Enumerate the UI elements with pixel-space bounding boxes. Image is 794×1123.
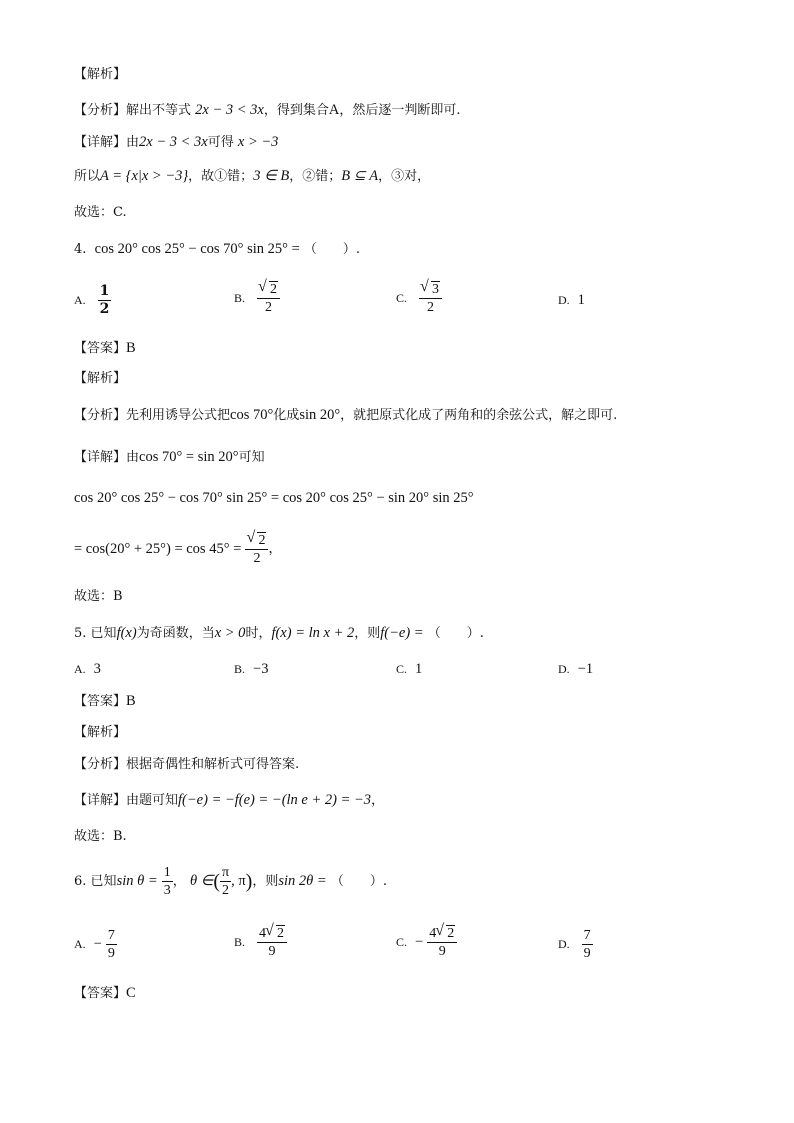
q3-detail: 【详解】由2x − 3 < 3x可得 x > −3 (74, 134, 279, 150)
q5-analysis: 【分析】根据奇偶性和解析式可得答案. (74, 757, 300, 772)
q4-analysis: 【分析】先利用诱导公式把cos 70°化成sin 20°，就把原式化成了两角和的余弦公式，解之即可. (74, 407, 618, 423)
q5-choose: 故选：B. (74, 829, 127, 844)
q5-option-b: B. −3 (234, 661, 269, 677)
q5-option-d: D. −1 (558, 661, 594, 677)
q4-jiexi-tag: 【解析】 (74, 371, 127, 386)
q4-equation-2: = cos(20° + 25°) = cos 45° = √ 2 2 ， (74, 529, 282, 566)
q4-option-b: B. √ 2 2 (234, 282, 280, 315)
q5-option-a: A. 3 (74, 661, 101, 677)
q4-stem: 4. cos 20° cos 25° − cos 70° sin 25° = （ ）. (74, 241, 361, 257)
q3-set-line: 所以A = {x|x > −3}，故①错；3 ∈ B，②错；B ⊆ A，③对， (74, 168, 431, 184)
q5-stem: 5. 已知f(x)为奇函数，当x > 0时，f(x) = ln x + 2，则f(−e) = （ ）. (74, 625, 484, 641)
q4-equation-1: cos 20° cos 25° − cos 70° sin 25° = cos 20° cos 25° − sin 20° sin 25° (74, 490, 474, 506)
q4-answer: 【答案】B (74, 340, 136, 356)
q6-answer: 【答案】C (74, 985, 136, 1001)
q6-option-d: D. $\frac{7}{9}$ (558, 928, 591, 961)
q3-jiexi-tag: 【解析】 (74, 67, 127, 82)
q6-option-a: A. − $\frac{7}{9}$ (74, 928, 115, 961)
q4-option-d: D. 1 (558, 292, 585, 308)
q4-choose: 故选：B (74, 589, 123, 604)
q5-answer: 【答案】B (74, 693, 136, 709)
q6-option-b: B. 4 √ 2 9 (234, 926, 287, 959)
q3-choose: 故选：C. (74, 205, 127, 220)
q4-option-c: C. √ 3 2 (396, 282, 442, 315)
q6-option-c: C. − 4 √ 2 9 (396, 926, 457, 959)
q5-option-c: C. 1 (396, 661, 423, 677)
q3-analysis: 【分析】解出不等式 2x − 3 < 3x，得到集合A，然后逐一判断即可. (74, 102, 461, 118)
q5-detail: 【详解】由题可知f(−e) = −f(e) = −(ln e + 2) = −3， (74, 792, 385, 808)
q6-stem: 6. 已知sin θ = $\frac{1}{3}$ ， θ ∈( $\frac{\pi}{2}$ , π)，则sin 2θ = （ ）. (74, 865, 387, 898)
q5-jiexi-tag: 【解析】 (74, 725, 127, 740)
q4-detail: 【详解】由cos 70° = sin 20°可知 (74, 449, 265, 465)
q4-option-a: A. $\frac{1}{2}$ (74, 283, 110, 317)
